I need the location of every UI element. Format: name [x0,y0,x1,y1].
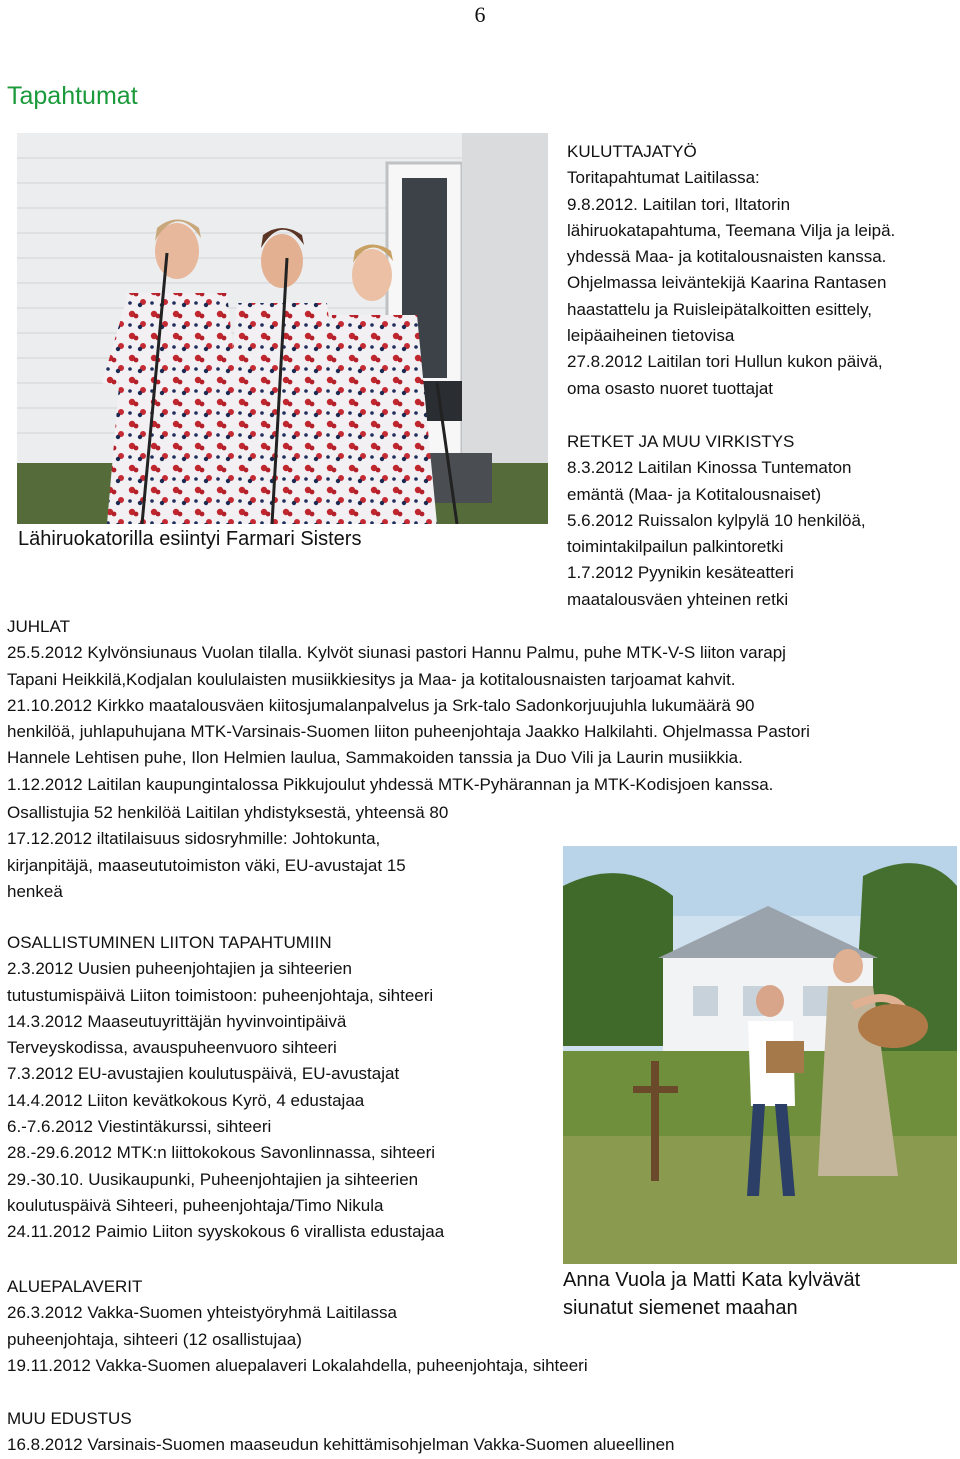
text-line: tutustumispäivä Liiton toimistoon: puheenjohtaja, sihteeri [7,985,434,1005]
text-line: 9.8.2012. Laitilan tori, Iltatorin [567,194,791,214]
text-line: 25.5.2012 Kylvönsiunaus Vuolan tilalla. Kylvöt siunasi pastori Hannu Palmu, puhe MTK-V-S liiton varapj [7,643,786,663]
text-line: 14.4.2012 Liiton kevätkokous Kyrö, 4 edustajaa [7,1090,365,1110]
text-line: 29.-30.10. Uusikaupunki, Puheenjohtajien ja sihteerien [7,1169,419,1189]
text-line: Toritapahtumat Laitilassa: [567,168,760,188]
text-line: 21.10.2012 Kirkko maatalousväen kiitosjumalanpalvelus ja Srk-talo Sadonkorjuujuhla lukumäärä 90 [7,695,755,715]
muu-edustus-section [7,1406,675,1459]
aluepalaverit-section [7,1274,588,1379]
text-line: henkeä [7,881,63,901]
farmari-sisters-photo [17,133,548,524]
text-line: 26.3.2012 Vakka-Suomen yhteistyöryhmä Laitilassa [7,1303,397,1323]
retket-heading: RETKET JA MUU VIRKISTYS [567,432,795,451]
kuluttajatyo-heading: KULUTTAJATYÖ [567,142,697,161]
text-line: 17.12.2012 iltatilaisuus sidosryhmille: Johtokunta, [7,829,381,849]
text-line: 16.8.2012 Varsinais-Suomen maaseudun kehittämisohjelman Vakka-Suomen alueellinen [7,1435,675,1455]
text-line: Terveyskodissa, avauspuheenvuoro sihteeri [7,1038,337,1058]
text-line: 24.11.2012 Paimio Liiton syyskokous 6 virallista edustajaa [7,1222,445,1242]
text-line: 6.-7.6.2012 Viestintäkurssi, sihteeri [7,1117,272,1137]
page-number: 6 [474,2,486,27]
caption-line: Anna Vuola ja Matti Kata kylvävät [563,1269,861,1291]
juhlat-section [7,614,810,798]
text-line: Tapani Heikkilä,Kodjalan koululaisten musiikkiesitys ja Maa- ja kotitalousnaisten tarjoamat kahvit. [7,669,736,689]
muu-edustus-heading: MUU EDUSTUS [7,1409,132,1428]
text-line: henkilöä, juhlapuhujana MTK-Varsinais-Suomen liiton puheenjohtaja Jaakko Halkilahti. Ohjelmassa Pastori [7,722,810,742]
text-line: puheenjohtaja, sihteeri (12 osallistujaa) [7,1329,302,1349]
text-line: 5.6.2012 Ruissalon kylpylä 10 henkilöä, [567,510,866,530]
text-line: maatalousväen yhteinen retki [567,589,789,609]
text-line: 14.3.2012 Maaseutuyrittäjän hyvinvointipäivä [7,1011,347,1031]
osallistuminen-heading: OSALLISTUMINEN LIITON TAPAHTUMIIN [7,933,332,952]
text-line: 1.7.2012 Pyynikin kesäteatteri [567,563,794,583]
text-line: koulutuspäivä Sihteeri, puheenjohtaja/Timo Nikula [7,1195,384,1215]
text-line: Osallistujia 52 henkilöä Laitilan yhdistyksestä, yhteensä 80 [7,803,449,822]
text-line: oma osasto nuoret tuottajat [567,378,774,398]
text-line: lähiruokatapahtuma, Teemana Vilja ja leipä. [567,220,896,240]
text-line: yhdessä Maa- ja kotitalousnaisten kanssa. [567,247,887,267]
text-line: toimintakilpailun palkintoretki [567,537,784,557]
osallistuminen-section [7,930,444,1246]
text-line: leipäaiheinen tietovisa [567,326,735,346]
aluepalaverit-heading: ALUEPALAVERIT [7,1277,143,1296]
retket-section [567,429,866,613]
text-line: haastattelu ja Ruisleipätalkoitten esittely, [567,299,872,319]
farmari-sisters-caption: Lähiruokatorilla esiintyi Farmari Sisters [18,528,362,550]
juhlat-section-cont [7,800,448,905]
text-line: Hannele Lehtisen puhe, Ilon Helmien laulua, Sammakoiden tanssia ja Duo Vili ja Laurin musiikkia. [7,748,743,768]
sowing-photo [563,846,957,1264]
caption-line: siunatut siemenet maahan [563,1297,798,1319]
sowing-caption [563,1266,860,1322]
text-line: kirjanpitäjä, maaseututoimiston väki, EU-avustajat 15 [7,855,406,875]
text-line: 8.3.2012 Laitilan Kinossa Tuntematon [567,458,852,478]
text-line: 1.12.2012 Laitilan kaupungintalossa Pikkujoulut yhdessä MTK-Pyhärannan ja MTK-Kodisjoen kanssa. [7,774,774,794]
section-title: Tapahtumat [7,82,138,110]
text-line: Ohjelmassa leiväntekijä Kaarina Rantasen [567,273,887,293]
text-line: emäntä (Maa- ja Kotitalousnaiset) [567,484,822,504]
juhlat-heading: JUHLAT [7,617,70,636]
text-line: 2.3.2012 Uusien puheenjohtajien ja sihteerien [7,959,352,979]
text-line: 19.11.2012 Vakka-Suomen aluepalaveri Lokalahdella, puheenjohtaja, sihteeri [7,1355,588,1375]
kuluttajatyo-section [567,139,895,402]
text-line: 7.3.2012 EU-avustajien koulutuspäivä, EU-avustajat [7,1064,400,1084]
text-line: 27.8.2012 Laitilan tori Hullun kukon päivä, [567,352,883,372]
text-line: 28.-29.6.2012 MTK:n liittokokous Savonlinnassa, sihteeri [7,1143,436,1163]
